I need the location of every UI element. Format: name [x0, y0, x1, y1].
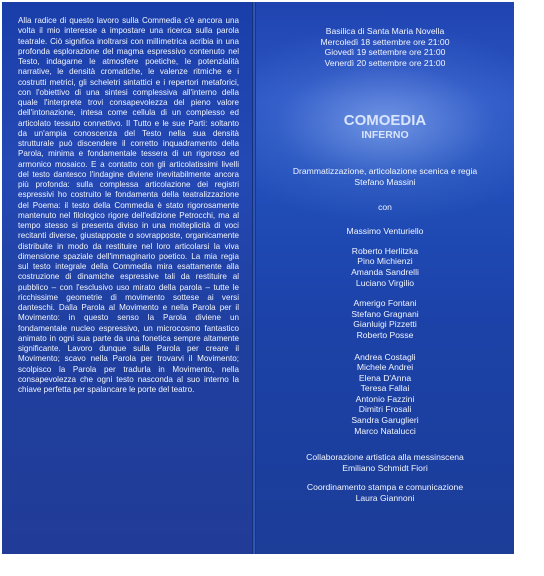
director-notes-text: Alla radice di questo lavoro sulla Commedia c'è ancora una volta il mio interesse a impostare una ricerca sulla parola teatrale. Ciò significa inoltrarsi con millimetrica acribia in una profonda esplorazione del magma espressivo contenuto nel Testo, indagarne le atmosfere poetiche, le potenzialità narrative, le densità cromatiche, le valenze ritmiche e i costrutti metrici, gli scheletri sintattici e i repertori metaforici, con l'obiettivo di una sintesi complessiva all'interno della quale l'interprete trovi consapevolezza del pieno valore dell'intonazione, intesa come cellula di un complesso ed articolato tessuto connettivo. Il Tutto e le sue Parti: soltanto da un'ampia conoscenza del Testo nella sua densità strutturale può discendere il corretto inquadramento della Parola, minima e fondamentale tessera di un rigoroso ed armonico mosaico. E a contatto con gli articolatissimi livelli del testo dantesco l'indagine diviene inevitabilmente ancora più profonda: sulla complessa articolazione dei registri espressivi ho costruito le fondamenta della teatralizzazione del Poema: il testo della Commedia è stato rigorosamente mantenuto nel filologico rigore dell'edizione Petrocchi, ma al tempo stesso si presenta diviso in una molteplicità di voci recitanti diverse, giustapposte o sovrapposte, organicamente distribuite in modo da restituire nel loro articolarsi la viva dimensione spaziale dell'immaginario poetico. La mia regia sul testo integrale della Commedia mira esattamente alla costruzione di dinamiche espressive tali da restituire al pubblico – con l'esclusivo uso mirato della parola – tutte le ricchissime geometrie di movimento sottese ai versi danteschi. Dalla Parola al Movimento e nella Parola per il Movimento: in questo senso la Parola diviene un fondamentale nucleo espressivo, un microcosmo fantastico animato in ogni sua parte da una fonetica sempre altamente significante. Lavoro dunque sulla Parola per creare il Movimento; scavo nella Parola per trovarvi il Movimento; scolpisco la Parola per tradurla in Movimento, nella consapevolezza che ogni testo nasconda al suo interno la chiave perfetta per spalancare le porte del teatro.	[18, 16, 239, 394]
collab-label: Collaborazione artistica alla messinscena	[306, 452, 464, 463]
venue-text: Basilica di Santa Maria Novella	[325, 26, 445, 36]
cast-name: Roberto Posse	[356, 329, 414, 340]
cast-name: Sandra Garuglieri	[351, 415, 419, 426]
right-panel	[256, 2, 514, 554]
press-name: Laura Giannoni	[355, 493, 415, 504]
credits-block	[256, 2, 514, 504]
cast-name: Antonio Fazzini	[355, 393, 415, 404]
cast-name: Marco Natalucci	[354, 425, 416, 436]
cast-name: Luciano Virgilio	[355, 277, 415, 288]
cast-name: Pino Michienzi	[357, 256, 413, 267]
cast-name: Andrea Costagli	[354, 351, 416, 362]
with-label: con	[378, 201, 392, 212]
cast-name: Gianluigi Pizzetti	[353, 319, 417, 330]
cast-name: Amanda Sandrelli	[351, 266, 419, 277]
lead-actor: Massimo Venturiello	[346, 226, 424, 237]
left-panel	[2, 2, 252, 554]
direction-label: Drammatizzazione, articolazione scenica e regia	[292, 166, 478, 177]
cast-name: Elena D'Anna	[358, 372, 412, 383]
cast-name: Teresa Fallai	[360, 383, 410, 394]
show-subtitle: INFERNO	[361, 129, 409, 142]
press-label: Coordinamento stampa e comunicazione	[306, 482, 464, 493]
date-line-1: Mercoledì 18 settembre ore 21:00	[320, 36, 450, 47]
cast-name: Stefano Gragnani	[351, 308, 419, 319]
cast-name: Amerigo Fontani	[353, 298, 417, 309]
cast-name: Roberto Herlitzka	[351, 245, 419, 256]
cast-name: Michele Andrei	[356, 362, 414, 373]
cast-name: Dimitri Frosali	[358, 404, 412, 415]
collab-name: Emiliano Schmidt Fiori	[342, 462, 428, 473]
date-line-3: Venerdì 20 settembre ore 21:00	[324, 57, 446, 68]
director-name: Stefano Massini	[354, 176, 416, 187]
show-title: COMOEDIA	[343, 112, 427, 130]
date-line-2: Giovedì 19 settembre ore 21:00	[324, 47, 446, 58]
